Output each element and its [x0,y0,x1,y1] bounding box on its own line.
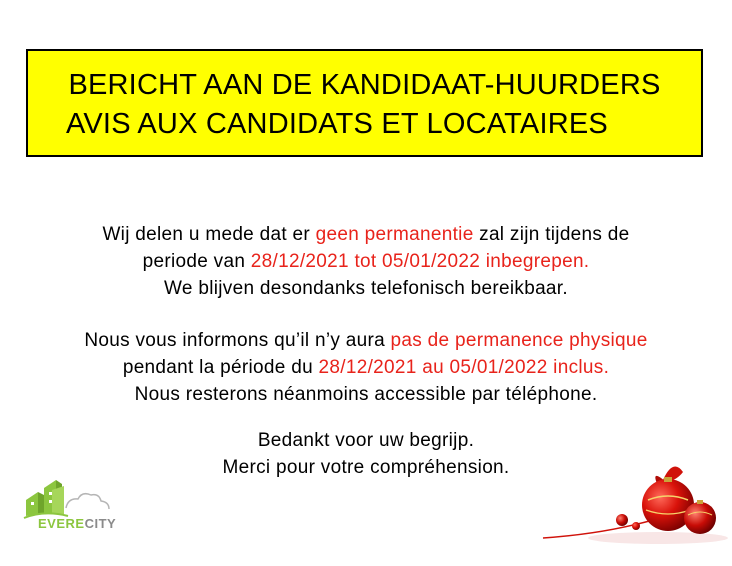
thanks-fr: Merci pour votre compréhension. [222,457,510,478]
notice-fr-line-3: Nous resterons néanmoins accessible par téléphone. [134,384,598,405]
notice-nl-line-1: Wij delen u mede dat er geen permanentie zal zijn tijdens de [102,224,630,245]
highlight-period-nl: 28/12/2021 tot 05/01/2022 inbegrepen. [250,251,590,272]
notice-paragraph-nl [0,221,732,302]
notice-banner [26,49,703,157]
logo-wordmark: EVERECITY [38,516,117,531]
notice-fr-line-2: pendant la période du 28/12/2021 au 05/01/2022 inclus. [122,357,610,378]
notice-paragraph-fr [0,327,732,408]
highlight-period-fr: 28/12/2021 au 05/01/2022 inclus. [318,357,610,378]
notice-nl-line-2: periode van 28/12/2021 tot 05/01/2022 inbegrepen. [142,251,590,272]
christmas-ornaments-icon [538,460,728,555]
highlight-no-permanence: geen permanentie [315,224,474,245]
thanks-nl: Bedankt voor uw begrijp. [257,430,475,451]
highlight-no-physical-permanence: pas de permanence physique [390,330,648,351]
banner-title-nl: BERICHT AAN DE KANDIDAAT-HUURDERS [68,69,661,101]
banner-title-fr: AVIS AUX CANDIDATS ET LOCATAIRES [66,108,608,140]
notice-nl-line-3: We blijven desondanks telefonisch bereikbaar. [164,278,568,299]
notice-fr-line-1: Nous vous informons qu’il n’y aura pas de permanence physique [84,330,648,351]
